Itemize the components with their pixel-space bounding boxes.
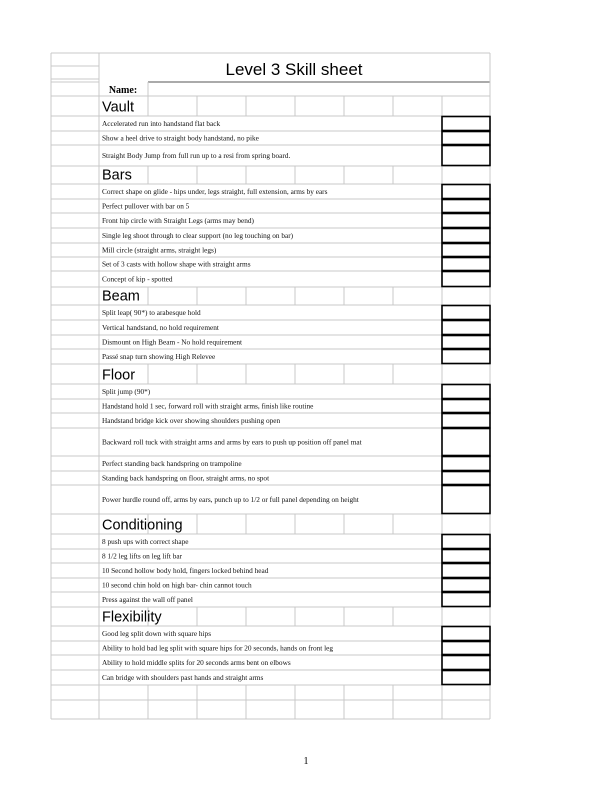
skill-check-box[interactable] bbox=[442, 321, 490, 335]
skill-check-box[interactable] bbox=[442, 258, 490, 271]
section-title: Floor bbox=[102, 367, 136, 384]
skill-check-box[interactable] bbox=[442, 146, 490, 166]
skill-label: Show a heel drive to straight body handstand, no pike bbox=[102, 133, 259, 143]
skill-check-box[interactable] bbox=[442, 306, 490, 320]
skill-check-box[interactable] bbox=[442, 579, 490, 592]
skill-label: Press against the wall off panel bbox=[102, 595, 193, 605]
page-title: Level 3 Skill sheet bbox=[225, 60, 363, 79]
skill-label: Passé snap turn showing High Relevee bbox=[102, 352, 216, 362]
page-number: 1 bbox=[303, 756, 309, 767]
skill-check-box[interactable] bbox=[442, 627, 490, 641]
section-title: Bars bbox=[102, 167, 132, 184]
skill-check-box[interactable] bbox=[442, 132, 490, 145]
skill-label: Split jump (90*) bbox=[102, 387, 151, 397]
skill-label: Good leg split down with square hips bbox=[102, 629, 212, 639]
skill-check-box[interactable] bbox=[442, 656, 490, 670]
skill-check-box[interactable] bbox=[442, 214, 490, 228]
skill-label: Correct shape on glide - hips under, legs straight, full extension, arms by ears bbox=[102, 187, 328, 197]
skill-check-box[interactable] bbox=[442, 350, 490, 364]
skill-label: Can bridge with shoulders past hands and straight arms bbox=[102, 673, 264, 683]
skill-label: Power hurdle round off, arms by ears, punch up to 1/2 or full panel depending on height bbox=[102, 495, 359, 505]
skill-label: Front hip circle with Straight Legs (arms may bend) bbox=[102, 216, 254, 226]
skill-check-box[interactable] bbox=[442, 200, 490, 213]
section-title: Beam bbox=[102, 288, 140, 305]
skill-check-box[interactable] bbox=[442, 185, 490, 199]
skill-check-box[interactable] bbox=[442, 486, 490, 514]
skill-label: Set of 3 casts with hollow shape with straight arms bbox=[102, 259, 251, 269]
skill-check-box[interactable] bbox=[442, 400, 490, 413]
skill-check-box[interactable] bbox=[442, 671, 490, 685]
skill-check-box[interactable] bbox=[442, 472, 490, 485]
skill-label: Mill circle (straight arms, straight legs) bbox=[102, 245, 217, 255]
skill-label: 8 1/2 leg lifts on leg lift bar bbox=[102, 551, 183, 561]
skill-check-box[interactable] bbox=[442, 272, 490, 287]
skill-check-box[interactable] bbox=[442, 535, 490, 549]
skill-label: Perfect standing back handspring on trampoline bbox=[102, 459, 242, 469]
skill-check-box[interactable] bbox=[442, 117, 490, 131]
skill-label: Split leap( 90*) to arabesque hold bbox=[102, 308, 201, 318]
skill-label: 8 push ups with correct shape bbox=[102, 537, 189, 547]
skill-check-box[interactable] bbox=[442, 414, 490, 428]
section-title: Conditioning bbox=[102, 517, 183, 534]
skill-label: 10 second chin hold on high bar- chin cannot touch bbox=[102, 580, 252, 590]
skill-label: Perfect pullover with bar on 5 bbox=[102, 201, 190, 211]
skill-check-box[interactable] bbox=[442, 336, 490, 349]
skill-label: Backward roll tuck with straight arms and arms by ears to push up position off panel mat bbox=[102, 437, 362, 447]
skill-label: Standing back handspring on floor, straight arms, no spot bbox=[102, 473, 270, 483]
skill-label: Accelerated run into handstand flat back bbox=[102, 119, 221, 129]
skill-check-box[interactable] bbox=[442, 564, 490, 578]
skill-label: Ability to hold bad leg split with square hips for 20 seconds, hands on front leg bbox=[102, 643, 334, 653]
skill-check-box[interactable] bbox=[442, 244, 490, 257]
skill-check-box[interactable] bbox=[442, 642, 490, 655]
skill-check-box[interactable] bbox=[442, 593, 490, 607]
skill-label: Single leg shoot through to clear support (no leg touching on bar) bbox=[102, 231, 294, 241]
skill-check-box[interactable] bbox=[442, 550, 490, 563]
skill-check-box[interactable] bbox=[442, 385, 490, 399]
section-title: Vault bbox=[102, 99, 134, 116]
check-boxes bbox=[442, 117, 490, 685]
skill-label: Vertical handstand, no hold requirement bbox=[102, 323, 219, 333]
skill-check-box[interactable] bbox=[442, 429, 490, 456]
section-title: Flexibility bbox=[102, 609, 162, 626]
skill-label: Straight Body Jump from full run up to a resi from spring board. bbox=[102, 151, 291, 161]
skill-label: Ability to hold middle splits for 20 seconds arms bent on elbows bbox=[102, 658, 291, 668]
skill-check-box[interactable] bbox=[442, 457, 490, 471]
skill-label: Handstand hold 1 sec, forward roll with straight arms, finish like routine bbox=[102, 401, 314, 411]
name-label: Name: bbox=[108, 85, 138, 96]
skill-check-box[interactable] bbox=[442, 229, 490, 243]
skill-label: 10 Second hollow body hold, fingers locked behind head bbox=[102, 566, 269, 576]
skill-label: Concept of kip - spotted bbox=[102, 274, 173, 284]
skill-label: Dismount on High Beam - No hold requirement bbox=[102, 337, 243, 347]
skill-label: Handstand bridge kick over showing shoulders pushing open bbox=[102, 416, 281, 426]
